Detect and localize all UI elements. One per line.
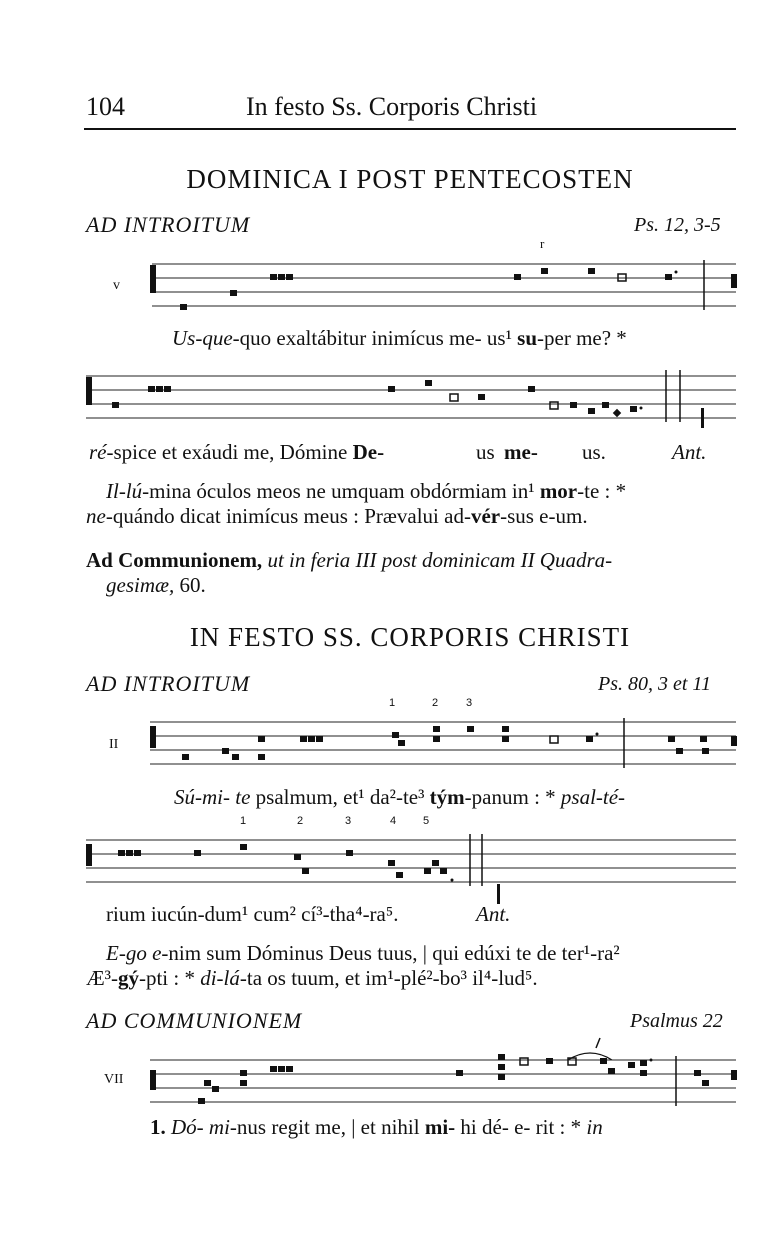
mode-label-2: II — [109, 737, 119, 752]
communion-text: ut in feria III post dominicam II Quadra- — [267, 548, 613, 572]
lyric-3-part-b: psalmum, et¹ da²-te³ — [255, 785, 425, 809]
communion-page: 60. — [179, 573, 206, 597]
chant-staff-4 — [0, 826, 778, 906]
number-marker: 3 — [466, 697, 473, 709]
mode-label-3: VII — [104, 1072, 124, 1087]
verse-2b-bold: gý — [117, 966, 139, 990]
psalm-ref-1: Ps. 12, 3-5 — [634, 214, 721, 236]
section-title-corpus-christi: IN FESTO SS. CORPORIS CHRISTI — [189, 622, 631, 652]
verse-1b-bold: vér — [470, 504, 501, 528]
mode-label-1: v — [113, 278, 120, 293]
lyric-5-part-c: mi- — [424, 1115, 456, 1139]
page-number: 104 — [86, 92, 125, 121]
verse-1a-text: mina óculos meos ne umquam obdórmiam in¹ — [149, 479, 535, 503]
verse-1-line-a — [106, 479, 626, 504]
lyric-3-part-e: psal-té- — [560, 785, 626, 809]
lyric-5-part-b: nus regit me, | et nihil — [236, 1115, 420, 1139]
communion-label: Ad Communionem, — [86, 548, 263, 572]
lyric-3-part-d: -panum : * — [464, 785, 556, 809]
lyric-2-part-b: spice et exáudi me, Dómine — [113, 440, 348, 464]
verse-2a-text: nim sum Dóminus Deus tuus, | qui edúxi te de ter¹-ra² — [168, 941, 620, 965]
communion-ref-2: Psalmus 22 — [630, 1010, 723, 1032]
number-marker: 3 — [345, 815, 352, 827]
header-rule — [84, 128, 736, 130]
ant-label-2: Ant. — [476, 902, 511, 926]
lyric-1-part-b: quo exaltábitur inimícus me- us¹ — [239, 326, 512, 350]
verse-1a-italic: Il-lú- — [106, 479, 150, 503]
verse-1a-end: -te : * — [577, 479, 627, 503]
lyric-line-5 — [150, 1115, 603, 1140]
chant-staff-2 — [0, 362, 778, 442]
lyric-5-part-d: hi dé- e- rit : * — [460, 1115, 582, 1139]
number-marker: 1 — [240, 815, 247, 827]
running-title: In festo Ss. Corporis Christi — [246, 92, 538, 121]
number-marker: 5 — [423, 815, 430, 827]
lyric-line-4: rium iucún-dum¹ cum² cí³-tha⁴-ra⁵. — [106, 902, 399, 926]
verse-1b-text: quándo dicat inimícus meus : Prævalui ad- — [112, 504, 471, 528]
communion-heading-2: AD COMMUNIONEM — [86, 1008, 303, 1033]
lyric-2-me: me- — [504, 440, 538, 464]
lyric-2-part-c: De- — [352, 440, 385, 464]
lyric-1-part-d: -per me? * — [537, 326, 627, 350]
psalm-ref-2: Ps. 80, 3 et 11 — [598, 673, 711, 695]
chant-staff-1 — [0, 250, 778, 330]
verse-2a-italic: E-go e- — [106, 941, 169, 965]
section-title-pentecost: DOMINICA I POST PENTECOSTEN — [186, 164, 634, 194]
lyric-2-part-a: ré- — [89, 440, 114, 464]
lyric-1-part-c: su — [517, 326, 538, 350]
verse-number: 1. — [150, 1115, 166, 1139]
verse-2b-a: Æ³- — [86, 966, 118, 990]
verse-2-line-b — [86, 966, 538, 991]
verse-2-line-a — [106, 941, 620, 966]
verse-1a-bold: mor — [539, 479, 578, 503]
lyric-5-part-e: in — [586, 1115, 603, 1139]
verse-2b-b: -pti : * — [138, 966, 195, 990]
chant-staff-3 — [0, 708, 778, 788]
number-marker: 2 — [432, 697, 439, 709]
verse-1b-italic: ne- — [86, 504, 113, 528]
lyric-2-us-end: us. — [582, 440, 606, 464]
verse-2b-c: ta os tuum, et im¹-plé²-bo³ il⁴-lud⁵. — [246, 966, 538, 990]
number-marker: 4 — [390, 815, 397, 827]
verse-2b-italic: di-lá- — [200, 966, 247, 990]
chant-staff-5 — [0, 1030, 778, 1120]
number-marker: 1 — [389, 697, 396, 709]
lyric-2-us: us — [476, 440, 495, 464]
communion-ref-1 — [86, 548, 612, 573]
introit-heading-2: AD INTROITUM — [86, 671, 251, 696]
lyric-1-part-a: Us-que- — [172, 326, 240, 350]
lyric-3-part-a: Sú-mi- te — [174, 785, 251, 809]
verse-1b-end: -sus e-um. — [500, 504, 588, 528]
introit-heading-1: AD INTROITUM — [86, 212, 251, 237]
ant-label-1: Ant. — [672, 440, 707, 464]
lyric-line-3 — [174, 785, 625, 810]
lyric-line-1 — [172, 326, 627, 351]
number-marker: 2 — [297, 815, 304, 827]
marking-r: r — [540, 236, 545, 251]
lyric-5-part-a: Dó- mi- — [171, 1115, 237, 1139]
lyric-3-part-c: tým — [429, 785, 465, 809]
communion-text-2: gesimæ, — [106, 573, 175, 597]
verse-1-line-b — [86, 504, 588, 529]
lyric-line-2 — [89, 440, 384, 465]
communion-ref-1-cont — [106, 573, 206, 598]
